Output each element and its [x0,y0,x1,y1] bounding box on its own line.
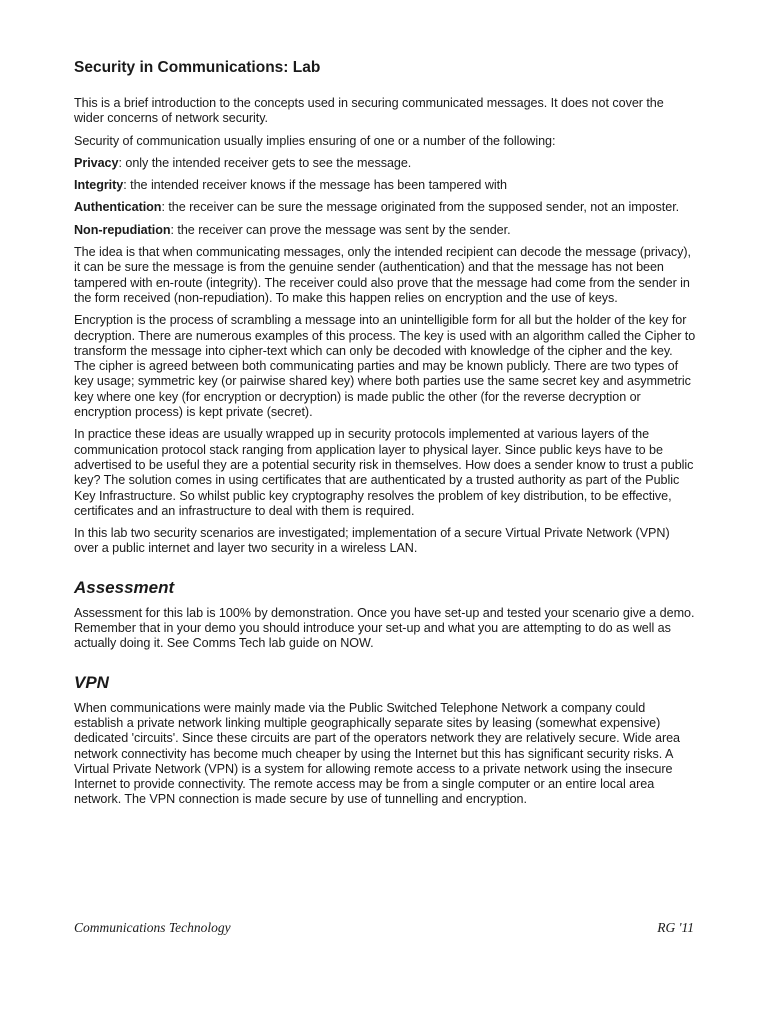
definition-non-repudiation [74,223,696,238]
assessment-paragraph: Assessment for this lab is 100% by demonstration. Once you have set-up and tested your scenario give a demo. Remember that in your demo you should introduce your set-up and what you are attempting to do as well as actually doing it. See Comms Tech lab guide on NOW. [74,605,695,651]
definition-text: : the intended receiver knows if the message has been tampered with [123,178,508,193]
body-paragraph-2: Encryption is the process of scrambling a message into an unintelligible form for all but the holder of the key for decryption. There are numerous examples of this process. The key is used with an algorithm called the Cipher to transform the message into cipher-text which can only be decoded with knowledge of the cipher and the key. The cipher is agreed between both communicating parties and may be known publicly. There are two types of key usage; symmetric key (or pairwise shared key) where both parties use the same secret key and asymmetric key where one key (for encryption or decryption) is made public the other (for the reverse decryption or encryption process) is kept private (secret). [74,313,696,420]
vpn-heading: VPN [74,672,109,692]
definition-term: Authentication [74,200,162,215]
footer-right: RG '11 [657,920,694,935]
vpn-paragraph: When communications were mainly made via the Public Switched Telephone Network a company could establish a private network linking multiple geographically separate sites by leasing (somewhat expensive) dedicated 'circuits'. Since these circuits are part of the operators network they are relatively secure. Wide area network connectivity has become much cheaper by using the Internet but this has significant security risks. A Virtual Private Network (VPN) is a system for allowing remote access to a private network using the insecure Internet to provide connectivity. The remote access may be from a single computer or an entire local area network. The VPN connection is made secure by use of tunnelling and encryption. [74,700,680,807]
page-title: Security in Communications: Lab [74,59,321,76]
body-paragraph-4: In this lab two security scenarios are investigated; implementation of a secure Virtual Private Network (VPN) over a public internet and layer two security in a wireless LAN. [74,526,670,556]
definition-text: : only the intended receiver gets to see the message. [118,155,412,170]
definition-text: : the receiver can be sure the message originated from the supposed sender, not an imposter. [161,200,680,215]
assessment-heading: Assessment [74,577,175,597]
definition-privacy [74,156,696,171]
page-footer [74,920,694,936]
intro-paragraph-1: This is a brief introduction to the concepts used in securing communicated messages. It does not cover the wider concerns of network security. [74,96,664,126]
footer-left: Communications Technology [74,920,231,935]
definition-term: Integrity [74,178,124,193]
definition-term: Non-repudiation [74,222,171,237]
body-paragraph-1: The idea is that when communicating messages, only the intended recipient can decode the message (privacy), it can be sure the message is from the genuine sender (authentication) and that the message has not been tampered with en-route (integrity). The receiver could also prove that the message had come from the sender in the form received (non-repudiation). To make this happen relies on encryption and the use of keys. [74,245,691,305]
definition-term: Privacy [74,155,119,170]
document-page [74,58,696,815]
definition-authentication [74,200,696,215]
definition-integrity [74,178,696,193]
body-paragraph-3: In practice these ideas are usually wrapped up in security protocols implemented at various layers of the communication protocol stack ranging from application layer to physical layer. Since public keys have to be advertised to be useful they are a potential security risk in themselves. How does a sender know to trust a public key? The solution comes in using certificates that are authenticated by a trusted authority as part of the Public Key Infrastructure. So whilst public key cryptography resolves the problem of key distribution, to be effective, certificates and an infrastructure to deal with them is required. [74,427,694,518]
definition-text: : the receiver can prove the message was sent by the sender. [170,222,511,237]
intro-paragraph-2: Security of communication usually implies ensuring of one or a number of the following: [74,133,556,148]
